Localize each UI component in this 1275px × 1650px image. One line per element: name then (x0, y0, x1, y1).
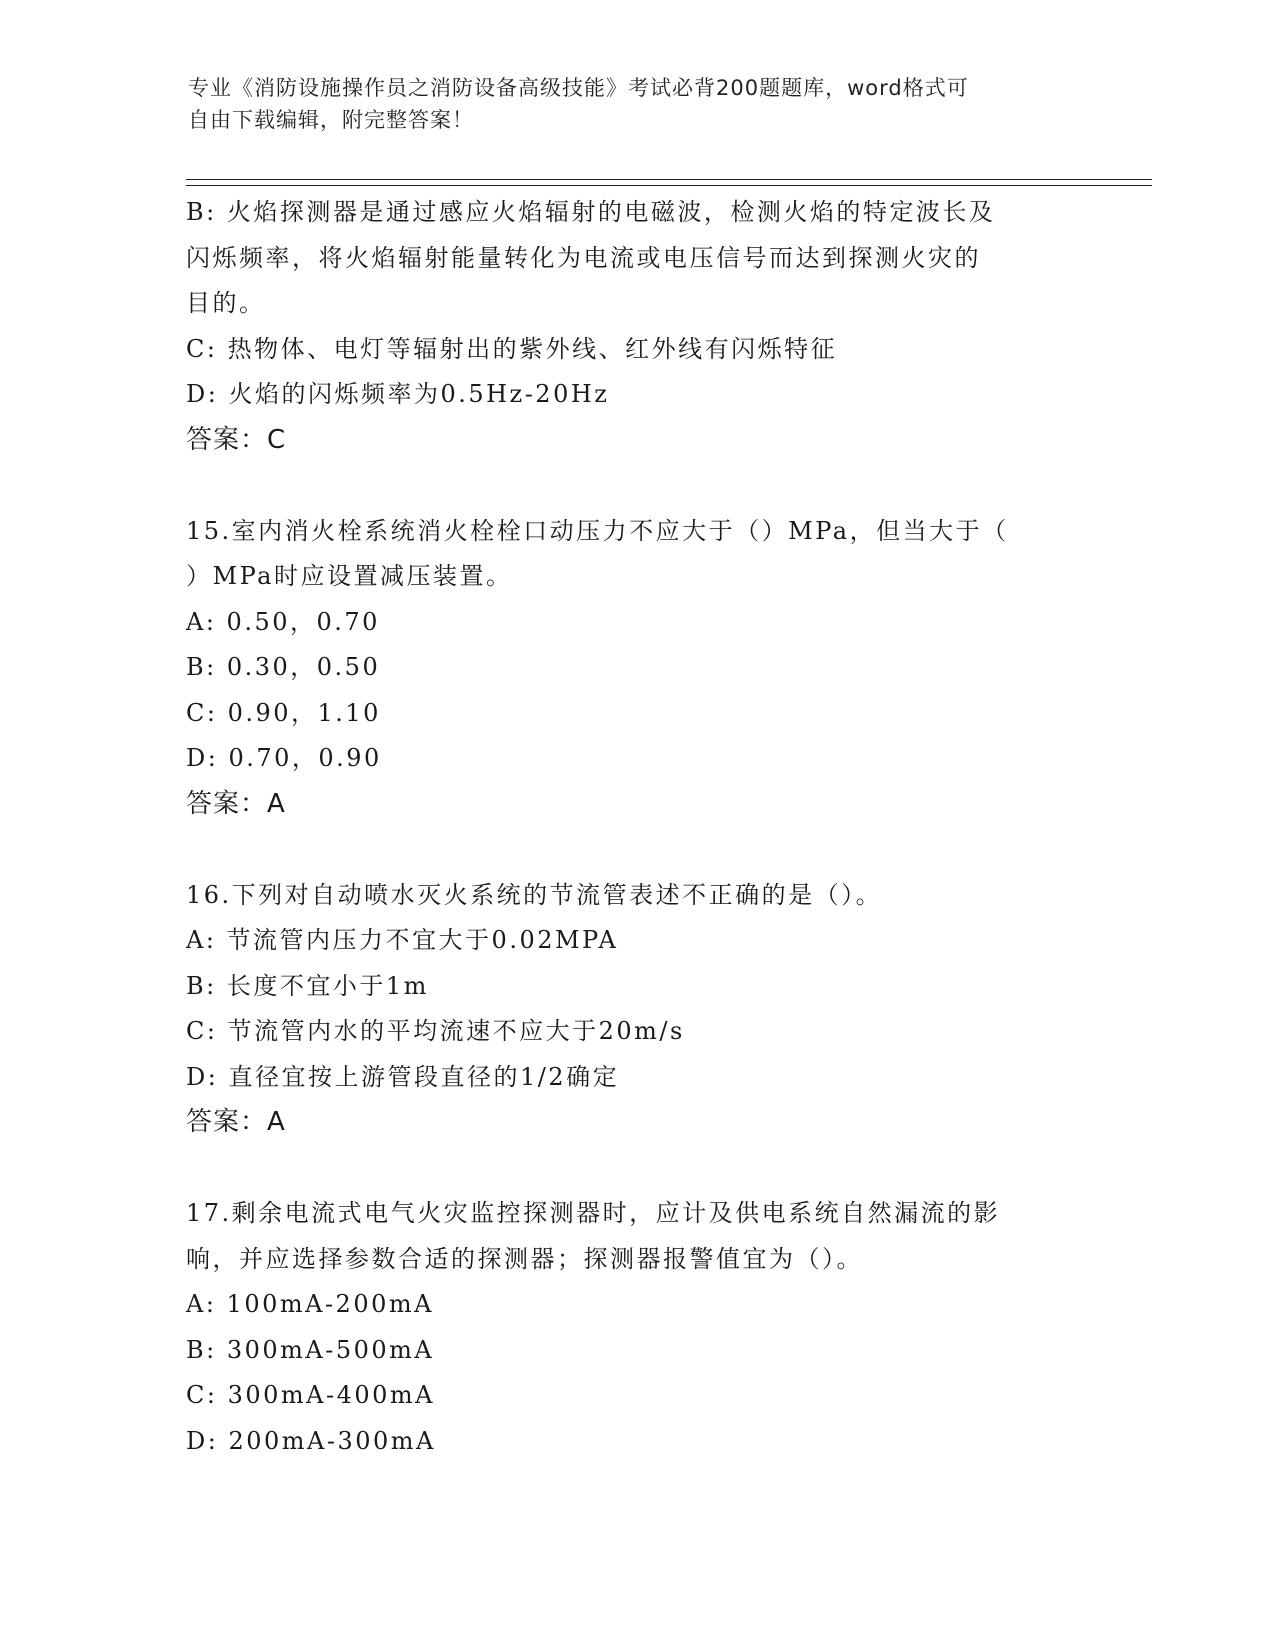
option-c: C: 热物体、电灯等辐射出的紫外线、红外线有闪烁特征 (186, 334, 838, 363)
option-d: D: 直径宜按上游管段直径的1/2确定 (186, 1062, 620, 1091)
question-15 (186, 509, 1086, 828)
header-line-1: 专业《消防设施操作员之消防设备高级技能》考试必背200题题库，word格式可 (188, 76, 969, 100)
question-stem-line-2: ）MPa时应设置减压装置。 (186, 562, 513, 590)
question-16 (186, 873, 1086, 1146)
answer: 答案：A (186, 788, 286, 819)
option-d: D: 0.70，0.90 (186, 744, 382, 772)
question-stem-line-2: 响，并应选择参数合适的探测器；探测器报警值宜为（）。 (186, 1244, 863, 1273)
option-d: D: 200mA-300mA (186, 1426, 436, 1455)
document-header (188, 72, 1068, 136)
option-c: C: 节流管内水的平均流速不应大于20m/s (186, 1017, 685, 1045)
option-b-line-1: B: 火焰探测器是通过感应火焰辐射的电磁波，检测火焰的特定波长及 (186, 198, 996, 226)
answer: 答案：C (186, 424, 287, 455)
spacer (186, 1146, 1086, 1192)
question-stem-line-1: 17.剩余电流式电气火灾监控探测器时，应计及供电系统自然漏流的影 (186, 1199, 1001, 1227)
question-17 (186, 1191, 1086, 1464)
option-d: D: 火焰的闪烁频率为0.5Hz-20Hz (186, 380, 610, 408)
spacer (186, 463, 1086, 509)
option-c: C: 300mA-400mA (186, 1381, 435, 1409)
option-a: A: 节流管内压力不宜大于0.02MPA (186, 926, 619, 954)
option-b: B: 0.30，0.50 (186, 653, 381, 681)
question-stem-line-1: 15.室内消火栓系统消火栓栓口动压力不应大于（）MPa，但当大于（ (186, 516, 1009, 545)
header-rule-bottom (186, 185, 1152, 186)
option-a: A: 100mA-200mA (186, 1290, 434, 1318)
option-b-line-2: 闪烁频率，将火焰辐射能量转化为电流或电压信号而达到探测火灾的 (186, 243, 981, 272)
option-c: C: 0.90，1.10 (186, 698, 381, 727)
header-rule-top (186, 179, 1152, 180)
question-list (186, 190, 1086, 1464)
answer: 答案：A (186, 1107, 286, 1137)
question-stem-line-1: 16.下列对自动喷水灭火系统的节流管表述不正确的是（）。 (186, 880, 883, 909)
option-b: B: 长度不宜小于1m (186, 971, 429, 1000)
option-b-line-3: 目的。 (186, 289, 266, 317)
option-b: B: 300mA-500mA (186, 1335, 435, 1364)
header-line-2: 自由下载编辑，附完整答案！ (188, 108, 474, 132)
prev-question (186, 190, 1086, 463)
spacer (186, 827, 1086, 873)
option-a: A: 0.50，0.70 (186, 607, 380, 636)
